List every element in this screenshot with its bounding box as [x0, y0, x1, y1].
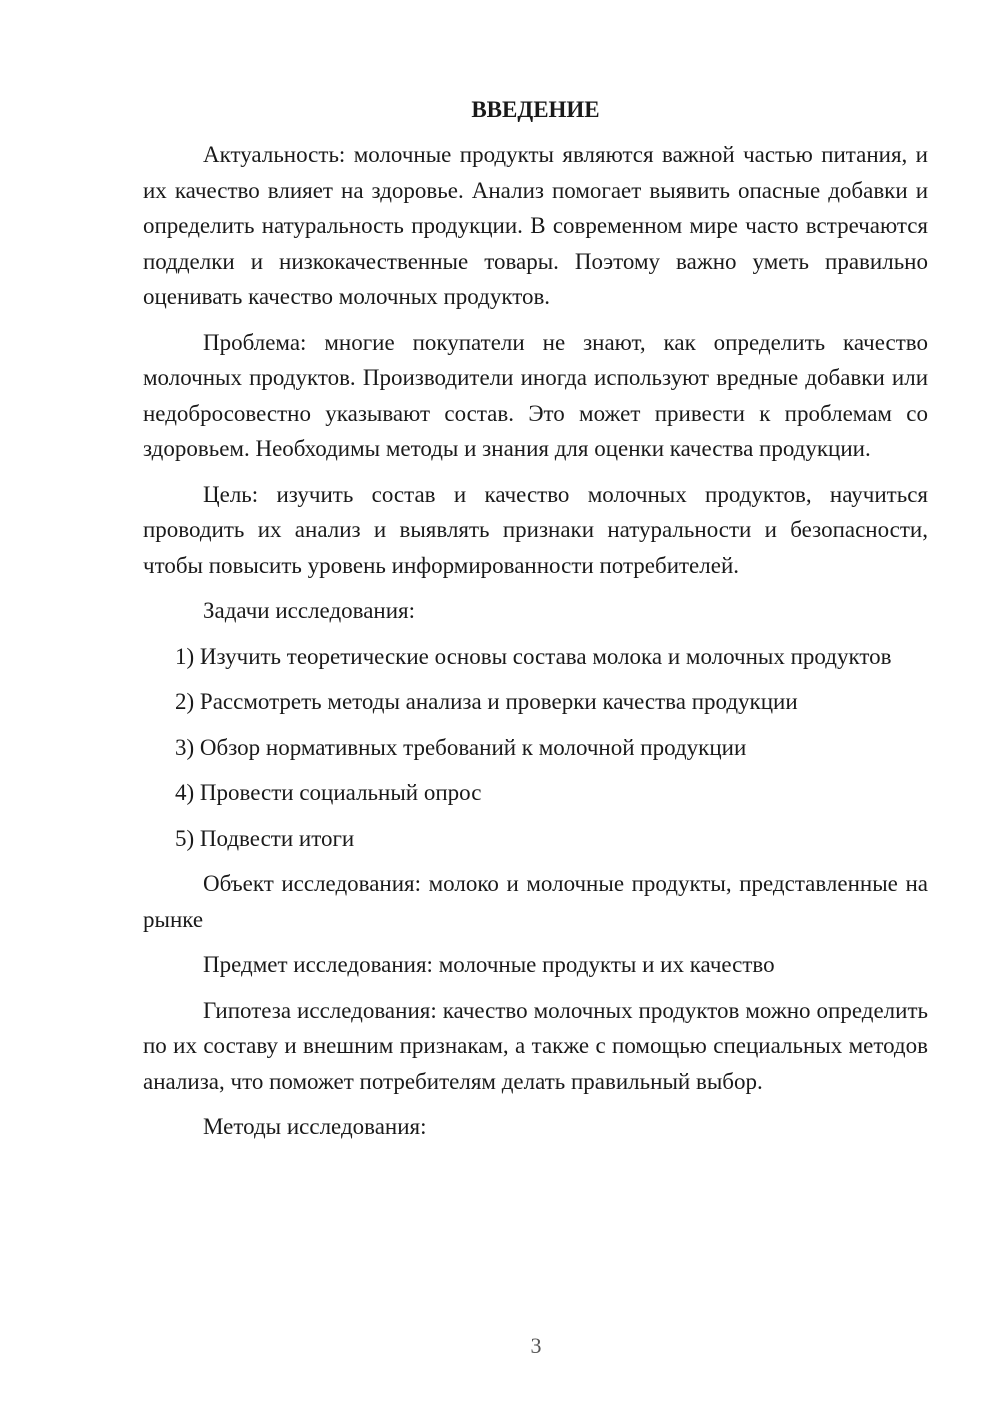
page-title: ВВЕДЕНИЕ: [471, 97, 600, 122]
page-content: [143, 94, 928, 1155]
paragraph-object: Объект исследования: молоко и молочные продукты, представленные на рынке: [143, 871, 928, 932]
task-item-2: 2) Рассмотреть методы анализа и проверки качества продукции: [175, 689, 798, 714]
paragraph-goal: Цель: изучить состав и качество молочных продуктов, научиться проводить их анализ и выявлять признаки натуральности и безопасности, чтобы повысить уровень информированности потребителей.: [143, 481, 928, 578]
task-item-5: 5) Подвести итоги: [175, 825, 355, 851]
tasks-heading: Задачи исследования:: [203, 598, 416, 623]
task-item-3: 3) Обзор нормативных требований к молочной продукции: [175, 734, 747, 760]
paragraph-problem: Проблема: многие покупатели не знают, как определить качество молочных продуктов. Производители иногда используют вредные добавки или недобросовестно указывают состав. Это может привести к проблемам со здоровьем. Необходимы методы и знания для оценки качества продукции.: [143, 329, 928, 461]
paragraph-subject: Предмет исследования: молочные продукты и их качество: [203, 952, 775, 977]
task-item-1: 1) Изучить теоретические основы состава молока и молочных продуктов: [175, 643, 892, 669]
paragraph-hypothesis: Гипотеза исследования: качество молочных продуктов можно определить по их составу и внешним признакам, а также с помощью специальных методов анализа, что поможет потребителям делать правильный выбор.: [143, 997, 928, 1094]
paragraph-actuality: Актуальность: молочные продукты являются важной частью питания, и их качество влияет на здоровье. Анализ помогает выявить опасные добавки и определить натуральность продукции. В современном мире часто встречаются подделки и низкокачественные товары. Поэтому важно уметь правильно оценивать качество молочных продуктов.: [143, 142, 928, 309]
methods-heading: Методы исследования:: [203, 1114, 427, 1139]
page-number: 3: [530, 1333, 542, 1358]
task-item-4: 4) Провести социальный опрос: [175, 780, 482, 805]
